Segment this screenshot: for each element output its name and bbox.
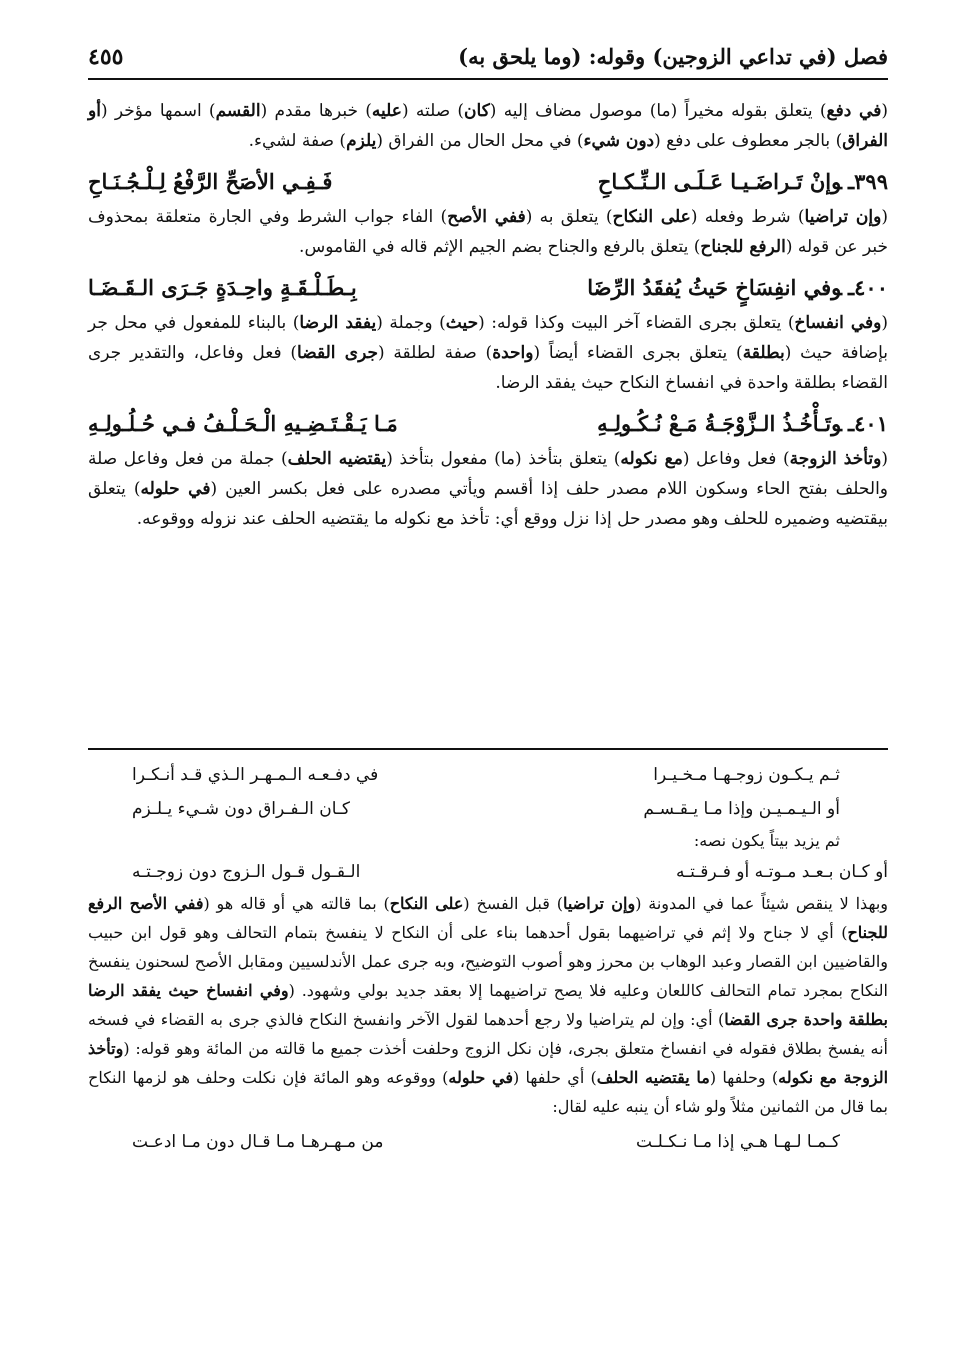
verse-hemistich-first: أو الـيـمـيـن وإذا مـا يـقـسـم [643,799,840,819]
footnote-verse-1 [88,758,888,792]
footnote-verse-3 [88,855,888,889]
verse-hemistich-second: مَـا يَـقْـتَـضِـيهِ الْـحَـلْـفُ فـي حُـلُـولِـهِ [88,411,398,436]
paragraph-commentary-398: (في دفع) يتعلق بقوله مخيراً (ما) موصول مضاف إليه (كان) صلته (عليه) خبرها مقدم (القسم) اسمها مؤخر (أو الفراق) بالجر معطوف على دفع (دون شيء) في محل الحال من الفراق (يلزم) صفة لشيء. [88,101,888,151]
verse-hemistich-first: أو كـان بـعـد مـوتـه أو فـرقـتـه [676,862,888,882]
verse-401 [88,404,888,444]
running-title: فصل (في تداعي الزوجين) وقوله: (وما يلحق به) [458,44,888,69]
footnote-verse-2 [88,792,888,826]
paragraph-commentary-399: (وإن تراضيا) شرط وفعله (على النكاح) يتعلق به (ففي الأصح) الفاء جواب الشرط وفي الجارة متعلقة بمحذوف خبر عن قوله (الرفع للجناح) يتعلق بالرفع والجناح بضم الجيم الإثم قاله في القاموس. [88,207,888,257]
verse-hemistich-second: من مـهـرهـا مـا قـال دون مـا ادعـت [132,1132,384,1152]
verse-hemistich-first: ٤٠٠ـوفي انفِسَاخٍ حَيثُ يُفقَدُ الرِّضَا [587,275,888,300]
footnote-paragraph: وبهذا لا ينقص شيئاً عما في المدونة (وإن تراضيا) قبل الفسخ (على النكاح) بما قالته هي أو قاله هو (ففي الأصح الرفع للجناح) أي لا جناح ولا إثم في تراضيهما بقول أحدهما بناء على أن النكاح لا ينفسخ بتمام التحالف وهو قول ابن حبيب والقاضيين ابن القصار وعبد الوهاب بن محرز وهو أصوب التوضيح، وبه جرى عمل الأندلسيين ومقابل الأصح لسحنون ينفسخ النكاح بمجرد تمام التحالف كاللعان وعليه فلا يصح تراضيهما إلا بعقد جديد بولي وشهود. (وفي انفساخ حيث يفقد الرضا بطلقة واحدة جرى القضا) أي: وإن لم يتراضيا ولا رجع أحدهما لقول الآخر وانفسخ النكاح فالذي جرى به القضاء في فسخه أنه يفسخ بطلاق فقوله في انفساخ متعلق بجرى، فإن نكل الزوج وحلفت أخذت جميع ما قالته من المائة وهو قوله: (وتأخذ الزوجة مع نكوله) وحلفها (ما يقتضيه الحلف) أي حلفها (في حلوله) ووقوعه وهو المائة فإن نكلت وحلف هو لزمها النكاح بما قال من الثمانين مثلاً ولو شاء أن ينبه عليه لقال: [88,894,889,1116]
paragraph-commentary-401: (وتأخذ الزوجة) فعل وفاعل (مع نكوله) يتعلق بتأخذ (ما) مفعول بتأخذ (يقتضيه الحلف) جملة من فعل وفاعل صلة والحلف بفتح الحاء وسكون اللام مصدر حلف إذا أقسم ويأتي مصدره على فعل بكسر العين (في حلوله) يتعلق بيقتضيه وضميره للحلف وهو مصدر حل إذا نزل ووقع أي: تأخذ مع نكوله ما يقتضيه الحلف عند نزوله ووقوعه. [88,449,888,529]
footnote-separator [88,748,888,750]
verse-hemistich-second: الـقـول قـول الـزوج دون زوجـتـه [132,862,361,882]
footnote-verse-4 [88,1125,888,1159]
verse-hemistich-first: ٤٠١ـوتَـأْخُـذُ الـزَّوْجَـةُ مَـعْ نُـكُـولِـهِ [597,411,888,436]
verse-hemistich-second: كـان الـفـراق دون شـيء يـلـزم [132,799,350,819]
verse-hemistich-second: فَـفِـي الأصَحِّ الرَّفْعُ لِـلْـجُـنَـاحِ [88,169,333,194]
verse-hemistich-second: بِـطَـلْـقَـةٍ واحِـدَةٍ جَـرَى الـقَـضَـا [88,275,357,300]
paragraph-commentary-400: (وفي انفساخ) يتعلق بجرى القضاء آخر البيت وكذا قوله: (حيث) وجملة (يفقد الرضا) بالبناء للمفعول في محل جر بإضافة حيث (بطلقة) يتعلق بجرى القضاء أيضاً (واحدة) صفة لطلقة (جرى القضا) فعل وفاعل، والتقدير جرى القضاء بطلقة واحدة في انفساخ النكاح حيث يفقد الرضا. [88,313,889,393]
verse-hemistich-first: ٣٩٩ـوإنْ تَـراضَـيـا عَـلَـى الـنِّـكـاحِ [597,169,888,194]
verse-hemistich-first: ثـم يـكـون زوجـهـا مـخـيـرا [653,765,840,785]
page-number: ٤٥٥ [88,44,124,70]
book-page [88,28,888,1338]
verse-hemistich-first: كـمـا لـهـا هـي إذا مـا نـكـلـت [635,1132,840,1152]
verse-400 [88,268,888,308]
main-text [88,96,888,534]
page-header [88,42,888,80]
verse-399 [88,162,888,202]
verse-hemistich-second: في دفـعـه الـمـهـر الـذي قـد أنـكـرا [132,765,379,785]
footnote-intro: ثم يزيد بيتاً يكون نصه: [693,831,840,850]
footnote-section [88,758,888,1159]
